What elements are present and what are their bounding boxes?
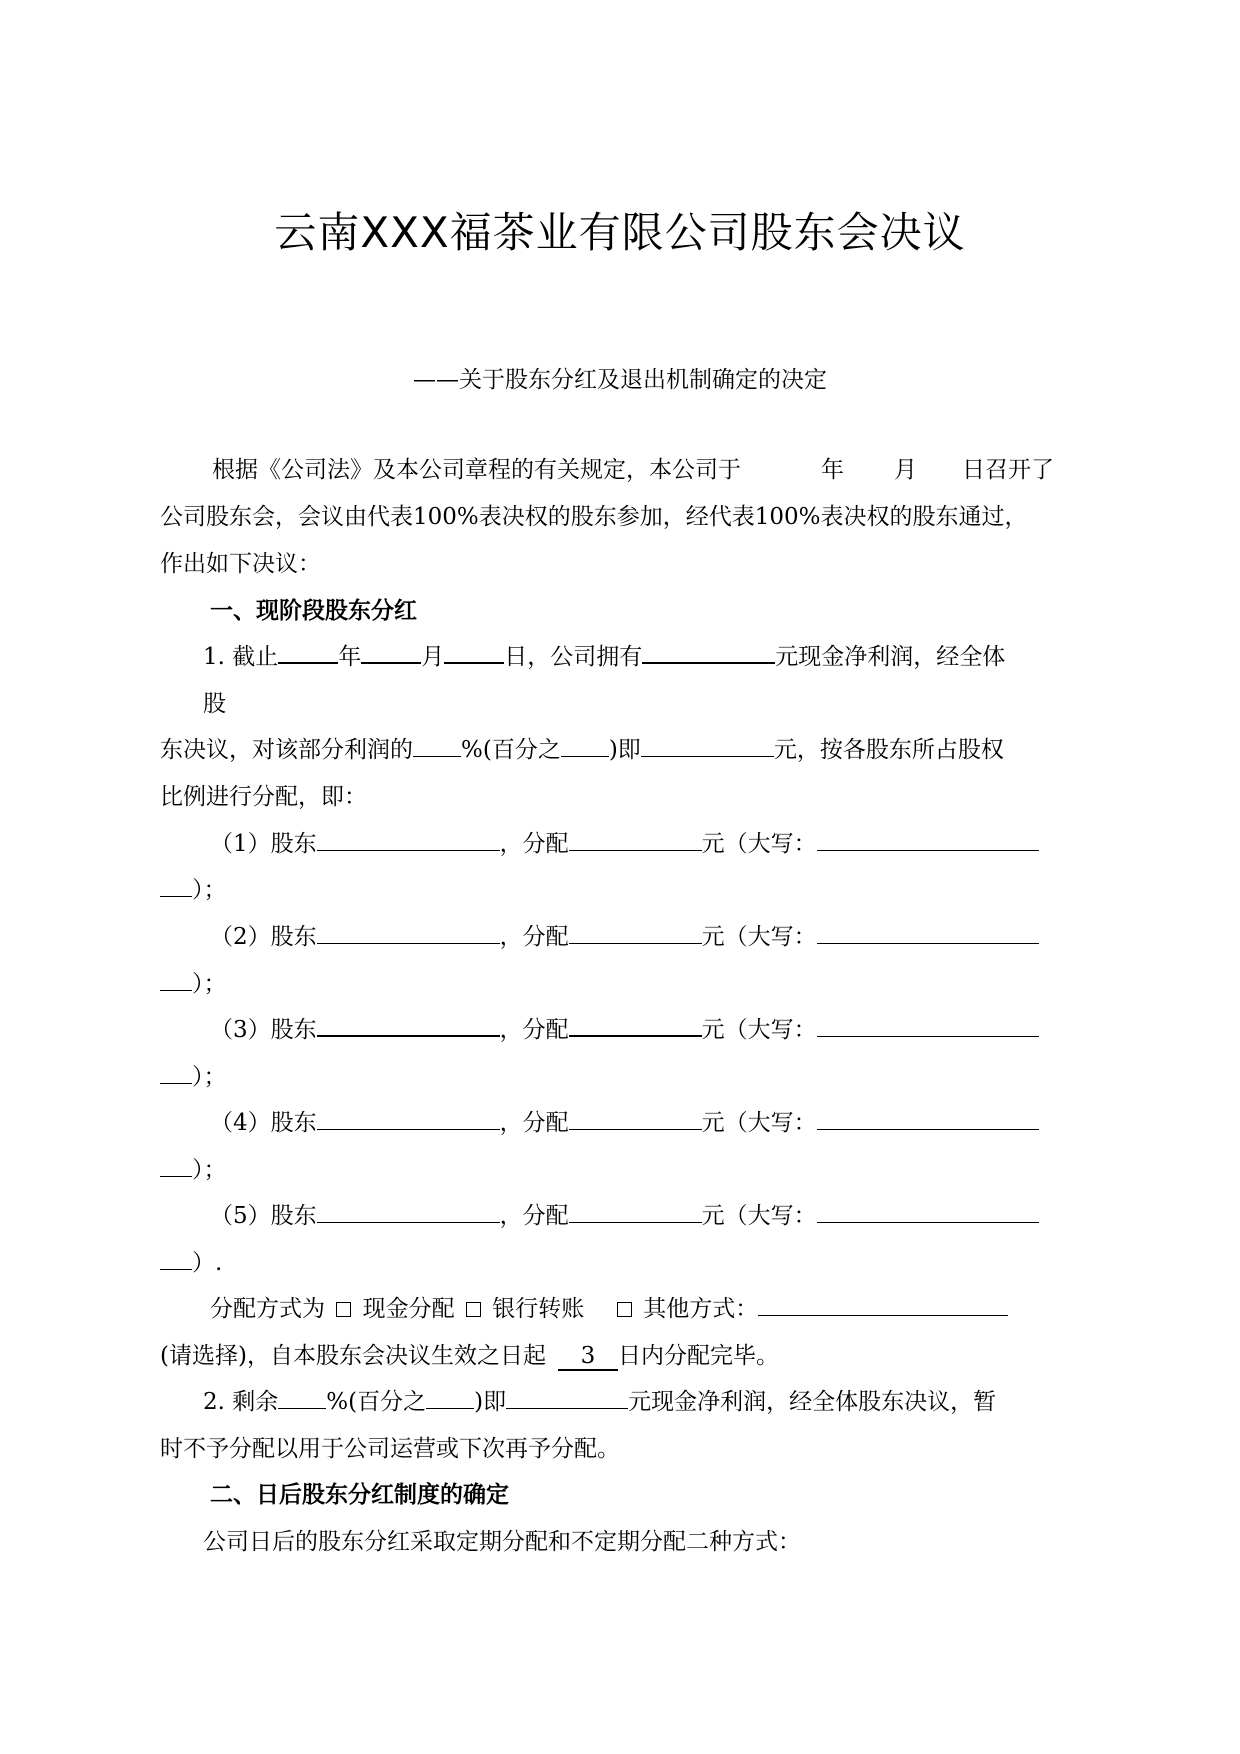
shareholder-4-line: （4）股东 ，分配 元（大写： <box>210 1104 1039 1137</box>
shareholder-name-blank <box>317 1105 500 1130</box>
distribution-method-line: 分配方式为 现金分配 银行转账 其他方式： <box>210 1290 1008 1323</box>
shareholder-4-end: ）； <box>160 1151 227 1184</box>
capital-amount-blank <box>817 1198 1039 1223</box>
capital-amount-blank-cont <box>160 1152 192 1177</box>
capital-amount-blank-cont <box>160 872 192 897</box>
item-1-line-2: 股 <box>203 691 226 717</box>
shareholder-1-end: ）； <box>160 871 227 904</box>
shareholder-1-line: （1）股东 ，分配 元（大写： <box>210 825 1039 858</box>
other-method-checkbox[interactable] <box>617 1302 632 1317</box>
section-1-heading: 一、现阶段股东分红 <box>210 598 417 624</box>
allocation-blank <box>569 1011 702 1037</box>
profit-blank <box>642 638 775 664</box>
remaining-percent-blank <box>278 1384 326 1409</box>
item-1-line-4: 比例进行分配，即： <box>160 784 367 810</box>
shareholder-3-line: （3）股东 ，分配 元（大写： <box>210 1011 1039 1044</box>
days-value: 3 <box>558 1343 618 1371</box>
intro-line-1: 根据《公司法》及本公司章程的有关规定，本公司于 年 月 日召开了 <box>212 457 1054 483</box>
document-subtitle: ——关于股东分红及退出机制确定的决定 <box>413 367 827 393</box>
shareholder-name-blank <box>317 826 500 851</box>
day-blank <box>444 638 504 664</box>
shareholder-2-line: （2）股东 ，分配 元（大写： <box>210 918 1039 951</box>
remaining-amount-blank <box>506 1384 628 1409</box>
shareholder-5-line: （5）股东 ，分配 元（大写： <box>210 1197 1039 1230</box>
percent-words-blank <box>561 732 609 757</box>
cash-distribution-checkbox[interactable] <box>336 1302 351 1317</box>
capital-amount-blank-cont <box>160 1059 192 1084</box>
capital-amount-blank <box>817 919 1039 944</box>
shareholder-5-end: ）. <box>160 1244 222 1277</box>
intro-line-2: 公司股东会，会议由代表100%表决权的股东参加，经代表100%表决权的股东通过， <box>160 504 1028 530</box>
item-1-line-1: 1. 截止 年 月 日，公司拥有 元现金净利润，经全体 <box>203 638 1005 671</box>
shareholder-name-blank <box>317 1011 500 1037</box>
capital-amount-blank-cont <box>160 966 192 991</box>
capital-amount-blank-cont <box>160 1245 192 1270</box>
section-2-heading: 二、日后股东分红制度的确定 <box>210 1482 509 1508</box>
shareholder-2-end: ）； <box>160 965 227 998</box>
capital-amount-blank <box>817 1105 1039 1130</box>
shareholder-name-blank <box>317 919 500 944</box>
allocation-blank <box>569 1105 702 1130</box>
capital-amount-blank <box>817 826 1039 851</box>
document-title: 云南XXX福茶业有限公司股东会决议 <box>274 208 966 257</box>
shareholder-3-end: ）； <box>160 1058 227 1091</box>
allocation-blank <box>569 826 702 851</box>
capital-amount-blank <box>817 1012 1039 1037</box>
shareholder-name-blank <box>317 1198 500 1223</box>
remaining-percent-words-blank <box>426 1384 474 1409</box>
item-1-line-3: 东决议，对该部分利润的 %(百分之 )即 元，按各股东所占股权 <box>160 731 1004 764</box>
distribution-deadline-line: (请选择)，自本股东会决议生效之日起 3 日内分配完毕。 <box>160 1343 779 1369</box>
bank-transfer-checkbox[interactable] <box>466 1302 481 1317</box>
allocation-blank <box>569 919 702 944</box>
year-blank <box>278 638 338 664</box>
percent-blank <box>413 732 461 757</box>
item-2-line-1: 2. 剩余 %(百分之 )即 元现金净利润，经全体股东决议，暂 <box>203 1383 996 1416</box>
other-method-blank[interactable] <box>758 1291 1008 1316</box>
allocation-blank <box>569 1198 702 1223</box>
item-2-line-2: 时不予分配以用于公司运营或下次再予分配。 <box>160 1436 620 1462</box>
month-blank <box>361 638 421 664</box>
section-2-text: 公司日后的股东分红采取定期分配和不定期分配二种方式： <box>203 1529 801 1555</box>
intro-line-3: 作出如下决议： <box>160 551 321 577</box>
amount-blank <box>641 732 774 757</box>
